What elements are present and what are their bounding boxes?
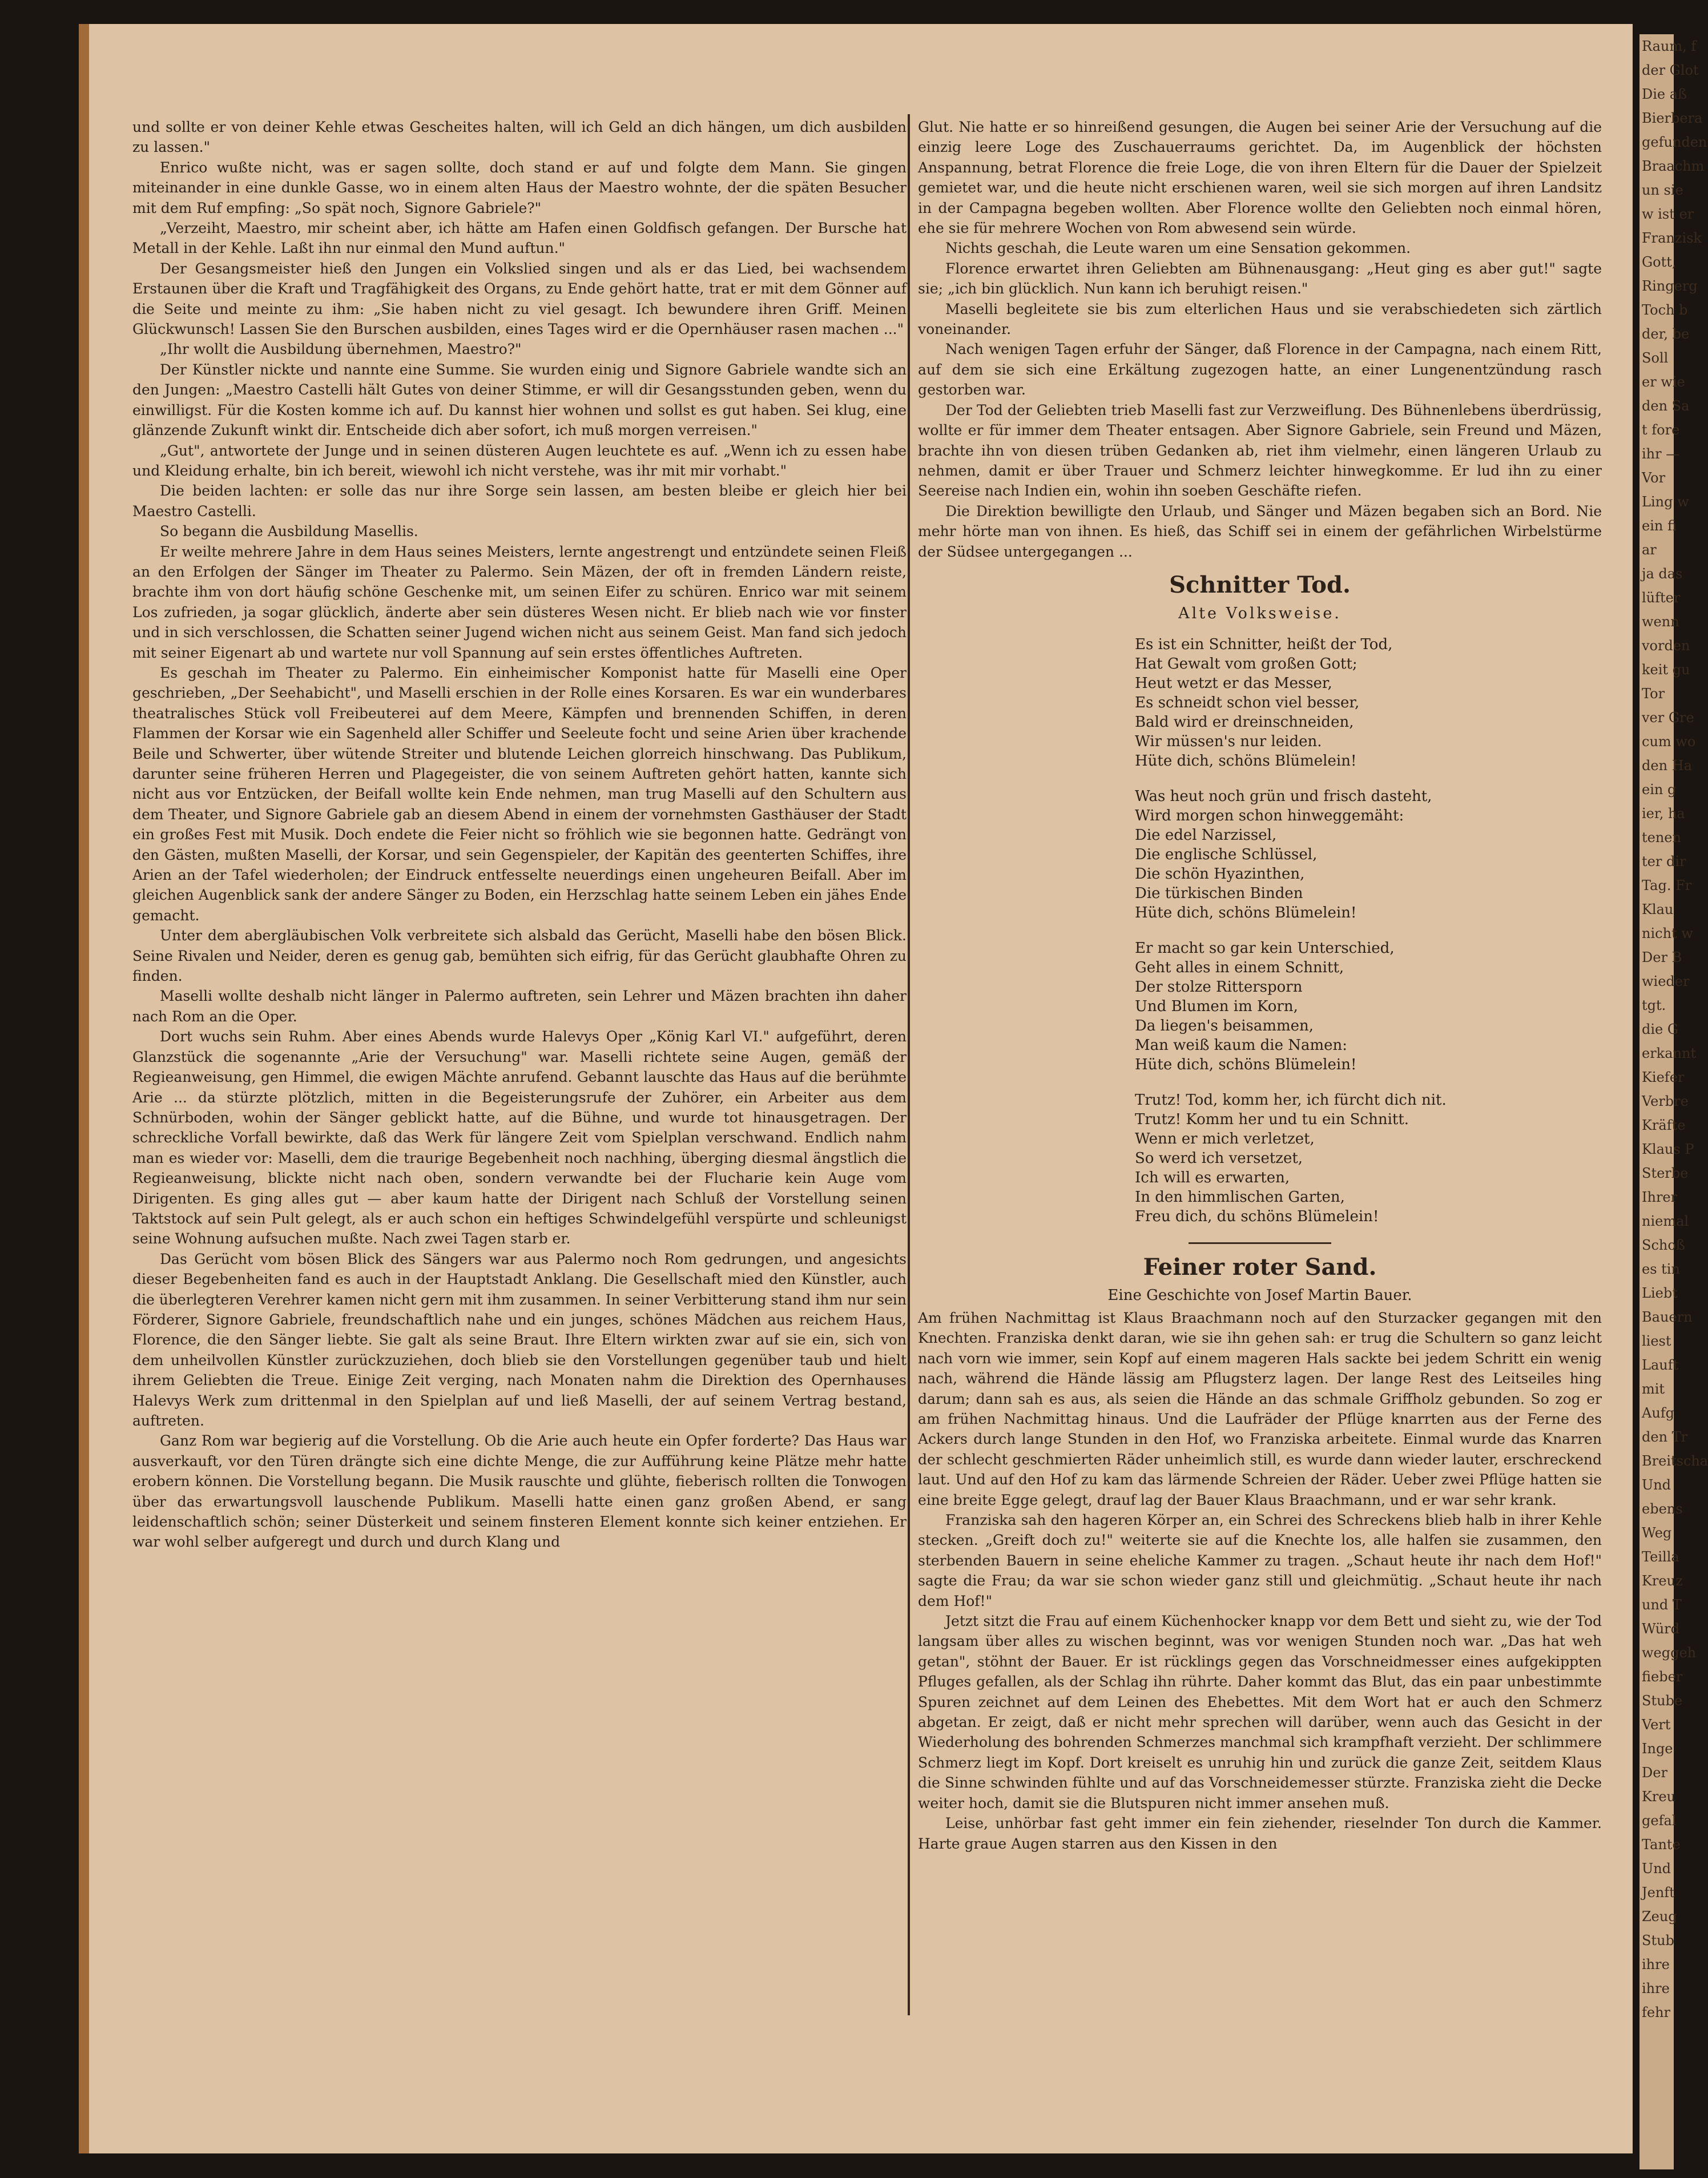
adjacent-page-text-fragment: Tag. Fr: [1642, 877, 1692, 893]
poem-verse: Trutz! Tod, komm her, ich fürcht dich nit.: [1135, 1091, 1447, 1109]
adjacent-page-text-fragment: Franzisk: [1642, 230, 1702, 246]
poem-verse: Hüte dich, schöns Blümelein!: [1135, 752, 1357, 770]
poem-title: Schnitter Tod.: [1169, 571, 1351, 598]
adjacent-page-text-fragment: den Tr: [1642, 1429, 1688, 1445]
adjacent-page-text-fragment: ebens: [1642, 1501, 1683, 1517]
adjacent-page-text-fragment: Ihrer: [1642, 1189, 1678, 1205]
paragraph: und sollte er von deiner Kehle etwas Gescheites halten, will ich Geld an dich hängen, um dich ausbilden zu lassen.": [132, 119, 907, 156]
adjacent-page-text-fragment: ja das: [1642, 566, 1683, 582]
adjacent-page-text-fragment: Zeug: [1642, 1909, 1677, 1925]
adjacent-page-text-fragment: Der B: [1642, 949, 1682, 965]
poem-verse: Die englische Schlüssel,: [1135, 846, 1318, 863]
adjacent-page-text-fragment: Soll: [1642, 350, 1669, 366]
paragraph: Unter dem abergläubischen Volk verbreitete sich alsbald das Gerücht, Maselli habe den bösen Blick. Seine Rivalen und Neider, deren es genug gab, bemühten sich eifrig, für das Gerücht glaubhafte Ohren zu finden.: [132, 927, 907, 985]
paragraph: Jetzt sitzt die Frau auf einem Küchenhocker knapp vor dem Bett und sieht zu, wie der Tod langsam über alles zu wischen beginnt, was vor wenigen Stunden noch war. „Das hat weh getan", stöhnt der Bauer. Er ist rücklings gegen das Vorschneidmesser eines aufgekippten Pfluges gefallen, als der Schlag ihn rührte. Daher kommt das Blut, das ein paar unbestimmte Spuren zeichnet auf dem Leinen des Ehebettes. Mit dem Wort hat er auch den Schmerz abgetan. Er zeigt, daß er nicht mehr sprechen will darüber, wenn auch das Gesicht in der Wiederholung des bohrenden Schmerzes manchmal sich krampfhaft verzieht. Der schlimmere Schmerz liegt im Kopf. Dort kreiselt es unruhig hin und zurück die ganze Zeit, seitdem Klaus die Sinne schwinden fühlte und auf das Vorschneidemesser stürzte. Franziska zieht die Decke weiter hoch, damit sie die Blutspuren nicht immer ansehen muß.: [918, 1613, 1602, 1811]
poem-verse: Die edel Narzissel,: [1135, 826, 1277, 844]
adjacent-page-text-fragment: Gott,: [1642, 254, 1677, 270]
adjacent-page-text-fragment: Klaus P: [1642, 1141, 1694, 1157]
adjacent-page-text-fragment: keit gu: [1642, 662, 1690, 678]
adjacent-page-text-fragment: Raum, f: [1642, 38, 1697, 54]
adjacent-page-text-fragment: fehr: [1642, 2004, 1671, 2020]
adjacent-page-text-fragment: es tin: [1642, 1261, 1680, 1277]
adjacent-page-text-fragment: ein fi: [1642, 518, 1677, 534]
poem: [1135, 635, 1602, 1226]
poem-verse: Ich will es erwarten,: [1135, 1169, 1290, 1186]
adjacent-page-text-fragment: Kiefer: [1642, 1069, 1685, 1085]
adjacent-page-text-fragment: Weg: [1642, 1525, 1672, 1541]
story-body: [918, 1308, 1602, 1854]
paragraph: „Ihr wollt die Ausbildung übernehmen, Maestro?": [160, 341, 522, 358]
adjacent-page-text-fragment: ein g: [1642, 782, 1677, 798]
poem-verse: Der stolze Rittersporn: [1135, 978, 1303, 996]
adjacent-page-text-fragment: Sterbe: [1642, 1165, 1689, 1181]
adjacent-page-text-fragment: Breitscha: [1642, 1453, 1708, 1469]
poem-stanza: [1135, 787, 1602, 923]
poem-verse: Wir müssen's nur leiden.: [1135, 732, 1322, 750]
adjacent-page-text-fragment: nicht w: [1642, 925, 1693, 941]
adjacent-page-text-fragment: t fore: [1642, 422, 1680, 438]
adjacent-page-text-fragment: Aufg: [1642, 1405, 1675, 1421]
poem-verse: Freu dich, du schöns Blümelein!: [1135, 1207, 1379, 1225]
poem-stanza: [1135, 939, 1602, 1074]
adjacent-page-text-fragment: Kreu: [1642, 1789, 1676, 1805]
adjacent-page-text-fragment: der Glot: [1642, 62, 1699, 78]
paragraph: Der Künstler nickte und nannte eine Summe. Sie wurden einig und Signore Gabriele wandte sich an den Jungen: „Maestro Castelli hält Gutes von deiner Stimme, er will dir Gesangsstunden geben, wenn du einwilligst. Für die Kosten komme ich auf. Du kannst hier wohnen und sollst es gut haben. Sei klug, eine glänzende Zukunft winkt dir. Entscheide dich aber sofort, ich muß morgen verreisen.": [132, 361, 907, 439]
left-column: [132, 117, 907, 2127]
adjacent-page-text-fragment: ver Gre: [1642, 710, 1694, 726]
adjacent-page-text-fragment: Teilla: [1642, 1549, 1679, 1565]
adjacent-page-text-fragment: Schoß: [1642, 1237, 1685, 1253]
adjacent-page-text-fragment: weggeh: [1642, 1645, 1697, 1661]
adjacent-page-text-fragment: mit: [1642, 1381, 1665, 1397]
adjacent-page-text-fragment: ar: [1642, 542, 1657, 558]
poem-stanza: [1135, 1090, 1602, 1226]
adjacent-page-text-fragment: der, be: [1642, 326, 1690, 342]
adjacent-page-text-fragment: niemal: [1642, 1213, 1689, 1229]
paragraph: Florence erwartet ihren Geliebten am Bühnenausgang: „Heut ging es aber gut!" sagte sie; „ich bin glücklich. Nun kann ich beruhigt reisen.": [918, 260, 1602, 297]
poem-verse: Hüte dich, schöns Blümelein!: [1135, 904, 1357, 921]
adjacent-page-text-fragment: gefal: [1642, 1813, 1677, 1829]
adjacent-page-text-fragment: Kräfte: [1642, 1117, 1686, 1133]
paragraph: „Verzeiht, Maestro, mir scheint aber, ich hätte am Hafen einen Goldfisch gefangen. Der Bursche hat Metall in der Kehle. Laßt ihn nur einmal den Mund auftun.": [132, 220, 907, 257]
poem-verse: Geht alles in einem Schnitt,: [1135, 959, 1344, 976]
adjacent-page-text-fragment: Braachm: [1642, 158, 1705, 174]
paragraph: Es geschah im Theater zu Palermo. Ein einheimischer Komponist hatte für Maselli eine Oper geschrieben, „Der Seehabicht", und Maselli erschien in der Rolle eines Korsaren. Es war ein wunderbares theatralisches Stück voll Freibeuterei auf dem Meere, Kämpfen und brennenden Schiffen, in deren Flammen der Korsar wie ein Sagenheld aller Schiffer und Seeleute focht und seine Arien über krachende Beile und Schwerter, über wütende Streiter und blutende Leichen glorreich hinschwang. Das Publikum, darunter seine früheren Herren und Plagegeister, die von seinem Auftreten gehört hatten, kannte sich nicht aus vor Entzücken, der Beifall wollte kein Ende nehmen, man trug Maselli auf den Schultern aus dem Theater, und Signore Gabriele gab an diesem Abend in einem der vornehmsten Gasthäuser der Stadt ein großes Fest mit Musik. Doch endete die Feier nicht so fröhlich wie sie begonnen hatte. Gedrängt von den Gästen, mußten Maselli, der Korsar, und sein Gegenspieler, der Kapitän des geenterten Schiffes, ihre Arien an der Tafel wiederholen; der Eindruck entfesselte neuerdings einen ungeheuren Beifall. Aber im gleichen Augenblick sank der andere Sänger zu Boden, ein Herzschlag hatte seinem Leben ein jähes Ende gemacht.: [132, 664, 907, 924]
paragraph: Leise, unhörbar fast geht immer ein fein ziehender, rieselnder Ton durch die Kammer. Harte graue Augen starren aus den Kissen in den: [918, 1815, 1602, 1852]
adjacent-page-text-fragment: Ling w: [1642, 494, 1689, 510]
poem-verse: Trutz! Komm her und tu ein Schnitt.: [1135, 1110, 1409, 1128]
poem-verse: Er macht so gar kein Unterschied,: [1135, 939, 1395, 957]
right-column: [918, 117, 1602, 2127]
adjacent-page-text-fragment: Klau: [1642, 901, 1674, 917]
poem-verse: Da liegen's beisammen,: [1135, 1017, 1314, 1034]
paragraph: Franziska sah den hageren Körper an, ein Schrei des Schreckens blieb halb in ihrer Kehle stecken. „Greift doch zu!" weiterte sie auf die Knechte los, alle halfen sie zusammen, den sterbenden Bauern in seine eheliche Kammer zu tragen. „Schaut heute ihr nach dem Hof!" sagte die Frau; da war sie schon wieder ganz still und gleichmütig. „Schaut heute ihr nach dem Hof!": [918, 1512, 1602, 1609]
adjacent-page-text-fragment: Stub: [1642, 1933, 1674, 1948]
story-title: Feiner roter Sand.: [1143, 1253, 1377, 1281]
poem-verse: Und Blumen im Korn,: [1135, 997, 1298, 1015]
poem-verse: Was heut noch grün und frisch dasteht,: [1135, 787, 1432, 805]
adjacent-page-text-fragment: gefunden: [1642, 134, 1707, 150]
paragraph: Der Gesangsmeister hieß den Jungen ein Volkslied singen und als er das Lied, bei wachsendem Erstaunen über die Kraft und Tragfähigkeit des Organs, zu Ende gehört hatte, trat er mit dem Gönner auf die Seite und meinte zu ihm: „Sie haben nicht zu viel gesagt. Ich bewundere ihren Griff. Meinen Glückwunsch! Lassen Sie den Burschen ausbilden, eines Tages wird er die Opernhäuser rasen machen ...": [132, 260, 907, 338]
paragraph: Enrico wußte nicht, was er sagen sollte, doch stand er auf und folgte dem Mann. Sie gingen miteinander in eine dunkle Gasse, wo in einem alten Haus der Maestro wohnte, der die späten Besucher mit dem Ruf empfing: „So spät noch, Signore Gabriele?": [132, 159, 907, 216]
adjacent-page-text-fragment: Lauft: [1642, 1357, 1679, 1373]
poem-verse: Wenn er mich verletzet,: [1135, 1130, 1315, 1148]
adjacent-page-text-fragment: er wie: [1642, 374, 1685, 390]
poem-verse: Hat Gewalt vom großen Gott;: [1135, 655, 1357, 673]
adjacent-page-text-fragment: Die aß: [1642, 86, 1687, 102]
adjacent-page-text-fragment: ihre: [1642, 1980, 1670, 1996]
paragraph: Er weilte mehrere Jahre in dem Haus seines Meisters, lernte angestrengt und entzündete seinen Fleiß an den Erfolgen der Sänger im Theater zu Palermo. Sein Mäzen, der oft in fremden Ländern reiste, brachte ihm von dort häufig schöne Geschenke mit, um seinen Eifer zu schüren. Enrico war mit seinem Los zufrieden, ja sogar glücklich, änderte aber sein düsteres Wesen nicht. Er blieb nach wie vor finster und in sich verschlossen, die Schatten seiner Jugend wichen nicht aus seinem Geist. Man fand sich jedoch mit seiner Eigenart ab und wartete nur voll Spannung auf sein erstes öffentliches Auftreten.: [132, 543, 907, 661]
adjacent-page-text-fragment: Vert: [1642, 1717, 1671, 1733]
adjacent-page-text-fragment: Ringerg: [1642, 278, 1698, 294]
adjacent-page-text-fragment: Der: [1642, 1765, 1667, 1781]
adjacent-page-text-fragment: Tante: [1642, 1837, 1681, 1853]
adjacent-page-text-fragment: Tor: [1642, 686, 1665, 702]
paragraph: Das Gerücht vom bösen Blick des Sängers war aus Palermo noch Rom gedrungen, und angesichts dieser Begebenheiten fand es auch in der Hauptstadt Anklang. Die Gesellschaft mied den Künstler, auch die überlegteren Verehrer kamen nicht gern mit ihm zusammen. In seiner Verbitterung stand ihm nur sein Förderer, Signore Gabriele, freundschaftlich nahe und ein junges, schönes Mädchen aus reichem Haus, Florence, die den Sänger liebte. Sie galt als seine Braut. Ihre Eltern wirkten zwar auf sie ein, sich von dem unheilvollen Künstler zurückzuziehen, doch blieb sie den Vorstellungen gegenüber taub und hielt ihrem Geliebten die Treue. Einige Zeit verging, nach Monaten nahm die Direktion des Opernhauses Halevys Werk zum drittenmal in den Spielplan auf und ließ Maselli, der auf seinem Vertrag bestand, auftreten.: [132, 1250, 907, 1429]
adjacent-page-text-fragment: Stube: [1642, 1693, 1683, 1709]
adjacent-page-text-fragment: Toch b: [1642, 302, 1688, 318]
story-continuation: [918, 117, 1602, 562]
adjacent-page-text-fragment: liest: [1642, 1333, 1671, 1349]
adjacent-page-text-fragment: Jenft: [1642, 1885, 1675, 1901]
poem-subtitle: Alte Volksweise.: [1178, 604, 1342, 622]
paragraph: Die Direktion bewilligte den Urlaub, und Sänger und Mäzen begaben sich an Bord. Nie mehr hörte man von ihnen. Es hieß, das Schiff sei in einem der gefährlichen Wirbelstürme der Südsee untergegangen ...: [918, 502, 1602, 560]
adjacent-page-text-fragment: vorden: [1642, 638, 1690, 654]
adjacent-page-text-fragment: Kreuz: [1642, 1573, 1683, 1589]
poem-stanza: [1135, 635, 1602, 771]
adjacent-page-text-fragment: Inge: [1642, 1741, 1673, 1757]
poem-verse: Bald wird er dreinschneiden,: [1135, 713, 1354, 731]
paragraph: Nach wenigen Tagen erfuhr der Sänger, daß Florence in der Campagna, nach einem Ritt, auf dem sie sich eine Erkältung zugezogen hatte, an einer Lungenentzündung rasch gestorben war.: [918, 341, 1602, 398]
adjacent-page-text-fragment: un sie: [1642, 182, 1683, 198]
adjacent-page-text-fragment: ihr —: [1642, 446, 1680, 462]
story-byline: Eine Geschichte von Josef Martin Bauer.: [1107, 1286, 1412, 1304]
paragraph: „Gut", antwortete der Junge und in seinen düsteren Augen leuchtete es auf. „Wenn ich zu essen habe und Kleidung erhalte, bin ich bereit, wiewohl ich nicht verstehe, was ihr mit mir vorhabt.": [132, 442, 907, 479]
paragraph: So begann die Ausbildung Masellis.: [160, 523, 418, 540]
poem-verse: Die türkischen Binden: [1135, 884, 1303, 902]
paragraph: Ganz Rom war begierig auf die Vorstellung. Ob die Arie auch heute ein Opfer forderte? Das Haus war ausverkauft, vor den Türen drängte sich eine dichte Menge, die zur Aufführung keine Plätze mehr hatte erobern können. Die Vorstellung begann. Die Musik rauschte und glühte, fieberisch rollten die Tonwogen über das erwartungsvoll lauschende Publikum. Maselli hatte einen ganz großen Abend, er sang leidenschaftlich schön; seiner Düsterkeit und seinem finsteren Element konnte sich keiner entziehen. Er war wohl selber aufgeregt und durch und durch Klang und: [132, 1432, 907, 1551]
section-separator: [1189, 1242, 1331, 1244]
paragraph: Nichts geschah, die Leute waren um eine Sensation gekommen.: [945, 240, 1411, 257]
adjacent-page-text-fragment: Bierbera: [1642, 110, 1703, 126]
adjacent-page-text-fragment: ihre: [1642, 1956, 1670, 1972]
adjacent-page-text-fragment: ier, ha: [1642, 806, 1685, 822]
adjacent-page-text-fragment: und T: [1642, 1597, 1682, 1613]
paragraph: Maselli begleitete sie bis zum elterlichen Haus und sie verabschiedeten sich zärtlich voneinander.: [918, 300, 1602, 338]
adjacent-page-text-fragment: tgt.: [1642, 997, 1666, 1013]
poem-verse: Heut wetzt er das Messer,: [1135, 674, 1332, 692]
adjacent-page-text-fragment: Und: [1642, 1861, 1671, 1877]
adjacent-page-text-fragment: wenn: [1642, 614, 1679, 630]
adjacent-page-text-fragment: Liebt: [1642, 1285, 1678, 1301]
column-divider: [908, 114, 910, 2015]
adjacent-page-text-fragment: Vor: [1642, 470, 1666, 486]
adjacent-page-edge: [1639, 34, 1708, 2169]
adjacent-page-text-fragment: lüfter: [1642, 590, 1681, 606]
adjacent-page-text-fragment: Und: [1642, 1477, 1671, 1493]
poem-verse: Es schneidt schon viel besser,: [1135, 694, 1360, 711]
adjacent-page-text-fragment: den Sa: [1642, 398, 1690, 414]
adjacent-page-text-fragment: die G: [1642, 1021, 1679, 1037]
poem-verse: Es ist ein Schnitter, heißt der Tod,: [1135, 635, 1393, 653]
adjacent-page-text-fragment: cum wo: [1642, 734, 1696, 750]
poem-verse: Wird morgen schon hinweggemäht:: [1135, 807, 1404, 824]
poem-verse: Hüte dich, schöns Blümelein!: [1135, 1056, 1357, 1073]
poem-verse: In den himmlischen Garten,: [1135, 1188, 1345, 1206]
poem-verse: Die schön Hyazinthen,: [1135, 865, 1305, 883]
poem-verse: So werd ich versetzet,: [1135, 1149, 1303, 1167]
adjacent-page-text-fragment: wieder: [1642, 973, 1690, 989]
adjacent-page-text-fragment: fieber: [1642, 1669, 1683, 1685]
paragraph: Am frühen Nachmittag ist Klaus Braachmann noch auf den Sturzacker gegangen mit den Knechten. Franziska denkt daran, wie sie ihn gehen sah: er trug die Schultern so ganz leicht nach vorn wie immer, sein Kopf auf einem mageren Hals sackte bei jedem Schritt ein wenig nach, während die Hände lässig am Pflugsterz lagen. Der lange Rest des Leitseiles hing darum; dann sah es aus, als seien die Hände an das schmale Griffholz gebunden. So zog er am frühen Nachmittag hinaus. Und die Laufräder der Pflüge knarrten aus der Ferne des Ackers durch lange Stunden in den Hof, wo Franziska arbeitete. Einmal wurde das Knarren der schlecht geschmierten Räder unheimlich still, es wurde dann wieder lauter, erschreckend laut. Und auf den Hof zu kam das lärmende Schreien der Räder. Ueber zwei Pflüge hatten sie eine breite Egge gelegt, drauf lag der Bauer Klaus Braachmann, und er war sehr krank.: [918, 1309, 1602, 1508]
adjacent-page-text-fragment: Bauern: [1642, 1309, 1693, 1325]
adjacent-page-text-fragment: erkannt: [1642, 1045, 1697, 1061]
paragraph: Die beiden lachten: er solle das nur ihre Sorge sein lassen, am besten bleibe er gleich hier bei Maestro Castelli.: [132, 482, 907, 520]
paragraph: Dort wuchs sein Ruhm. Aber eines Abends wurde Halevys Oper „König Karl VI." aufgeführt, deren Glanzstück die sogenannte „Arie der Versuchung" war. Maselli richtete seine Augen, gemäß der Regieanweisung, gen Himmel, die ewigen Mächte anrufend. Gebannt lauschte das Haus auf die berühmte Arie ... da stürzte plötzlich, mitten in die Begeisterungsrufe der Zuhörer, ein Arbeiter aus dem Schnürboden, wohin der Sänger geblickt hatte, auf die Bühne, und wurde tot hinausgetragen. Der schreckliche Vorfall bewirkte, daß das Werk für längere Zeit vom Spielplan verschwand. Endlich nahm man es wieder vor: Maselli, dem die traurige Begebenheit noch nachhing, überging diesmal ängstlich die Regieanweisung, blickte nicht nach oben, sondern verwandte bei der Flucharie kein Auge vom Dirigenten. Es ging alles gut — aber kaum hatte der Dirigent nach Schluß der Vorstellung seinen Taktstock auf sein Pult gelegt, als er auch schon ein heftiges Schwindelgefühl verspürte und schleunigst seine Wohnung aufsuchen mußte. Nach zwei Tagen starb er.: [132, 1028, 907, 1247]
adjacent-page-text-fragment: w ist er: [1642, 206, 1694, 222]
poem-verse: Man weiß kaum die Namen:: [1135, 1036, 1348, 1054]
paragraph: Glut. Nie hatte er so hinreißend gesungen, die Augen bei seiner Arie der Versuchung auf die einzig leere Loge des Zuschauerraums gerichtet. Da, im Augenblick der höchsten Anspannung, betrat Florence die freie Loge, die von ihren Eltern für die Dauer der Spielzeit gemietet war, und die heute nicht erschienen waren, weil sie sich morgen auf ihren Landsitz in der Campagna begeben wollten. Aber Florence wollte den Geliebten noch einmal hören, ehe sie für mehrere Wochen von Rom abwesend sein würde.: [918, 119, 1602, 237]
adjacent-page-text-fragment: Würd: [1642, 1621, 1679, 1637]
adjacent-page-text-fragment: den Ha: [1642, 758, 1692, 774]
paragraph: Der Tod der Geliebten trieb Maselli fast zur Verzweiflung. Des Bühnenlebens überdrüssig, wollte er für immer dem Theater entsagen. Aber Signore Gabriele, sein Freund und Mäzen, brachte ihn von diesen trüben Gedanken ab, riet ihm vielmehr, einen längeren Urlaub zu nehmen, damit er über Trauer und Schmerz leichter hinwegkomme. Er lud ihn zu einer Seereise nach Indien ein, wohin ihn soeben Geschäfte riefen.: [918, 401, 1602, 500]
paragraph: Maselli wollte deshalb nicht länger in Palermo auftreten, sein Lehrer und Mäzen brachten ihn daher nach Rom an die Oper.: [132, 988, 907, 1025]
adjacent-page-text-fragment: ter dir: [1642, 854, 1686, 869]
adjacent-page-text-fragment: Verbre: [1642, 1093, 1689, 1109]
adjacent-page-text-fragment: tenen: [1642, 830, 1681, 846]
